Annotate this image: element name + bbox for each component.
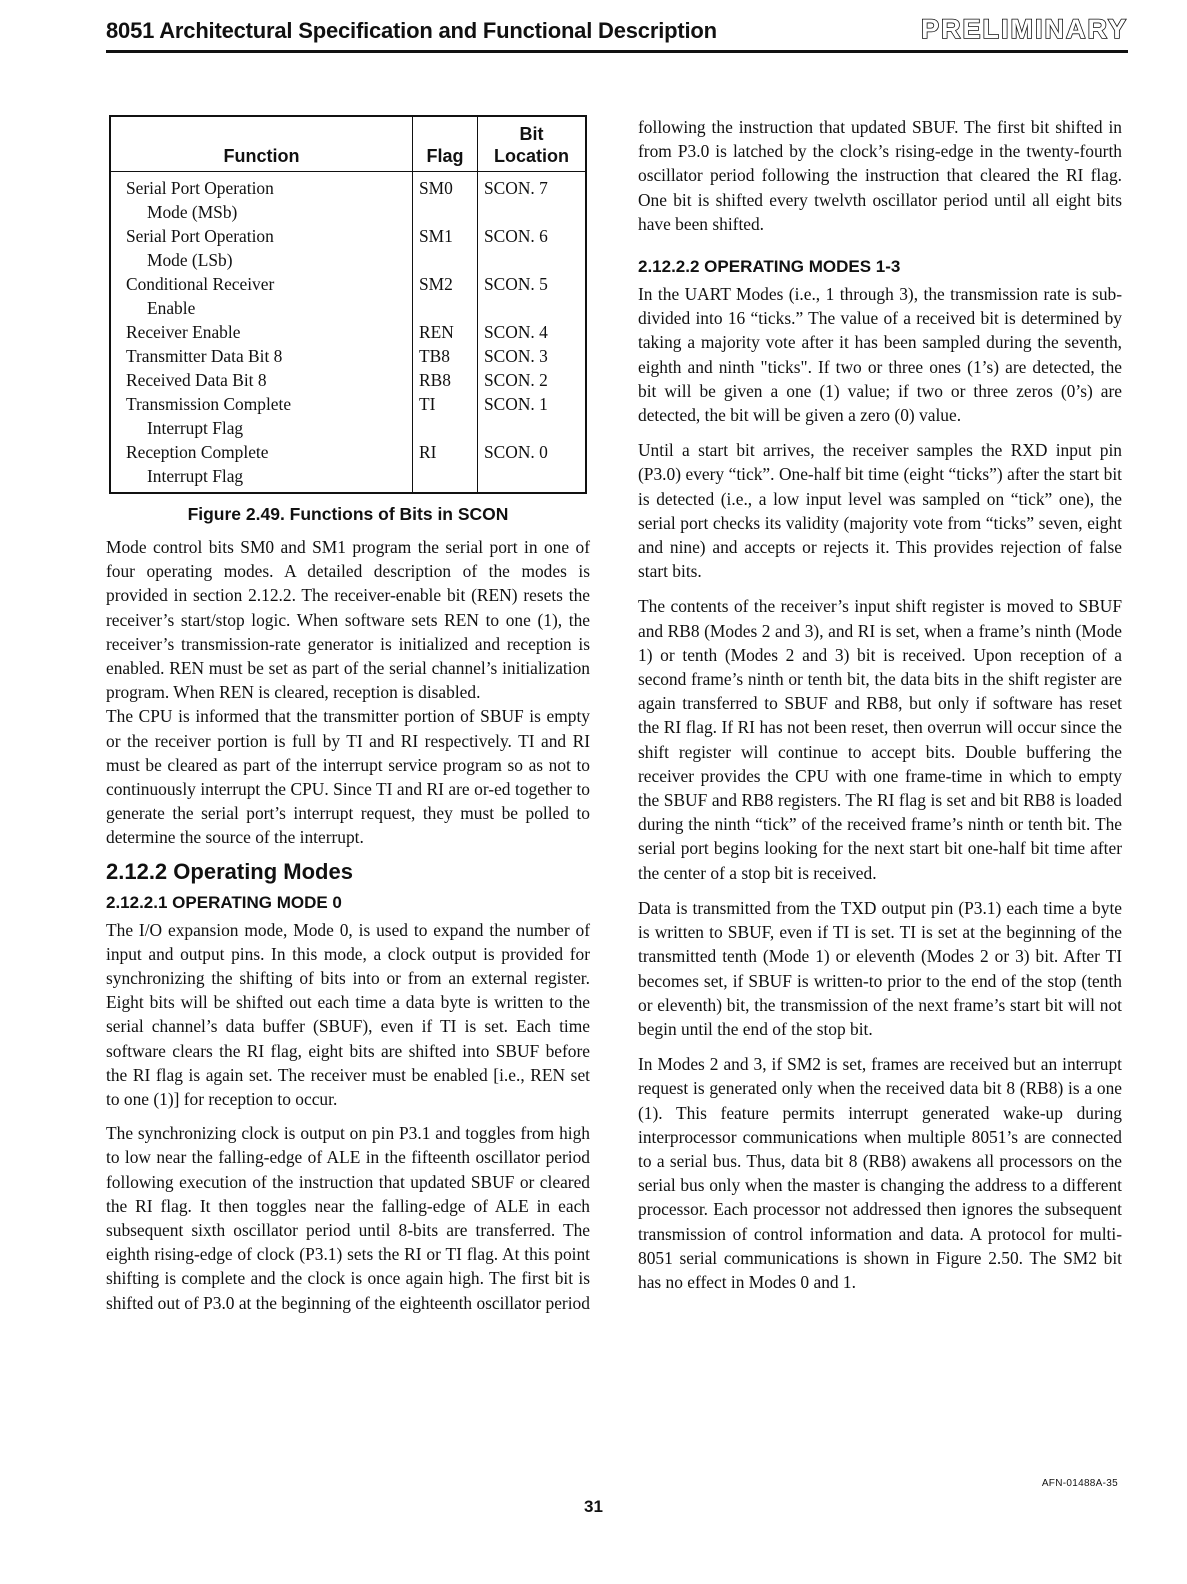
paragraph-cpu-informed: The CPU is informed that the transmitter portion of SBUF is empty or the receiver portion is full by TI and RI respectively. TI and RI must be cleared as part of the interrupt service program so as not to continuously interrupt the CPU. Since TI and RI are or-ed together to generate the serial port’s interrupt request, they must be polled to determine the source of the interrupt. [106, 706, 590, 848]
function-name-cont: Mode (MSb) [147, 202, 238, 222]
function-name: Receiver Enable [126, 322, 241, 342]
function-cell [110, 440, 413, 493]
figure-caption: Figure 2.49. Functions of Bits in SCON [187, 504, 509, 524]
table-row [110, 344, 586, 368]
preliminary-badge: PRELIMINARY [920, 14, 1128, 44]
page-number: 31 [584, 1497, 603, 1516]
bit-location-header-line2: Location [494, 146, 569, 166]
flag-cell: TI [413, 392, 478, 440]
function-name: Conditional Receiver [126, 274, 275, 294]
function-name: Reception Complete [126, 442, 269, 462]
right-column [638, 115, 1122, 1305]
flag-cell: RI [413, 440, 478, 493]
flag-cell: REN [413, 320, 478, 344]
flag-cell: SM0 [413, 172, 478, 225]
function-cell [110, 392, 413, 440]
paragraph-continued: following the instruction that updated SBUF. The first bit shifted in from P3.0 is latched by the clock’s rising-edge in the twenty-fourth oscillator period following the instruction that cleared the RI flag. One bit is shifted every twelvth oscillator period until all eight bits have been shifted. [638, 117, 1122, 234]
function-name-cont: Mode (LSb) [147, 250, 233, 270]
bit-location-cell: SCON. 4 [478, 320, 587, 344]
function-cell [110, 320, 413, 344]
function-cell [110, 344, 413, 368]
function-name: Received Data Bit 8 [126, 370, 267, 390]
bit-location-cell: SCON. 5 [478, 272, 587, 320]
function-name-cont: Interrupt Flag [147, 466, 244, 486]
function-name-cont: Enable [147, 298, 196, 318]
paragraph-shift-register: The contents of the receiver’s input shift register is moved to SBUF and RB8 (Modes 2 and 3), and RI is set, when a frame’s ninth (Mode 1) or tenth (Modes 2 and 3) bit is received. Upon reception of a second frame’s ninth or tenth bit, the data bits in the shift register are again transferred to SBUF and RB8, but only if software has reset the RI flag. If RI has not been reset, then overrun will occur since the shift register will continue to accept bits. Double buffering the receiver provides the CPU with one frame-time in which to empty the SBUF and RB8 registers. The RI flag is set and bit RB8 is loaded during the ninth “tick” of the received frame’s ninth or tenth bit. The serial port begins looking for the next start bit one-half bit time after the center of a stop bit is received. [638, 596, 1122, 883]
bit-location-cell: SCON. 2 [478, 368, 587, 392]
flag-cell: RB8 [413, 368, 478, 392]
table-row [110, 440, 586, 493]
bit-location-cell: SCON. 0 [478, 440, 587, 493]
table-row [110, 392, 586, 440]
left-column [106, 115, 590, 1315]
function-name: Transmitter Data Bit 8 [126, 346, 283, 366]
subsection-heading-mode-0: 2.12.2.1 OPERATING MODE 0 [106, 892, 342, 912]
subsection-heading-modes-1-3: 2.12.2.2 OPERATING MODES 1-3 [638, 257, 901, 277]
section-heading-operating-modes: 2.12.2 Operating Modes [106, 858, 353, 884]
function-name: Transmission Complete [126, 394, 292, 414]
bit-location-cell: SCON. 3 [478, 344, 587, 368]
bit-location-cell: SCON. 6 [478, 224, 587, 272]
table-row [110, 224, 586, 272]
bit-location-header [478, 116, 587, 172]
flag-cell: SM1 [413, 224, 478, 272]
function-cell [110, 172, 413, 225]
function-name: Serial Port Operation [126, 178, 274, 198]
document-code: AFN-01488A-35 [1041, 1478, 1118, 1489]
paragraph-mode-control: Mode control bits SM0 and SM1 program the serial port in one of four operating modes. A detailed description of the modes is provided in section 2.12.2. The receiver-enable bit (REN) resets the receiver’s start/stop logic. When software sets REN to one (1), the receiver’s transmission-rate generator is initialized and reception is enabled. REN must be set as part of the serial channel’s initialization program. When REN is cleared, reception is disabled. [106, 537, 590, 703]
table-row [110, 272, 586, 320]
table-row [110, 172, 586, 225]
function-header: Function [110, 116, 413, 172]
table-header-row [110, 116, 586, 172]
header-title: 8051 Architectural Specification and Functional Description [106, 18, 717, 43]
function-cell [110, 272, 413, 320]
bit-location-cell: SCON. 7 [478, 172, 587, 225]
paragraph-start-bit: Until a start bit arrives, the receiver samples the RXD input pin (P3.0) every “tick”. One-half bit time (eight “ticks”) after the start bit is detected (i.e., a low input level was sampled on “tick” one), the serial port checks its validity (majority vote from “ticks” seven, eight and nine) and accepts or rejects it. This provides rejection of false start bits. [638, 440, 1122, 582]
function-cell [110, 224, 413, 272]
flag-cell: TB8 [413, 344, 478, 368]
bit-location-cell: SCON. 1 [478, 392, 587, 440]
scon-bits-table [109, 115, 587, 494]
page-header [106, 14, 1128, 53]
paragraph-modes-2-3: In Modes 2 and 3, if SM2 is set, frames are received but an interrupt request is generated only when the received data bit 8 (RB8) is a one (1). This feature permits interrupt generated wake-up during interprocessor communications when multiple 8051’s are connected to a serial bus. Thus, data bit 8 (RB8) awakens all processors on the serial bus only when the master is changing the address to a different processor. Each processor not addressed then ignores the subsequent transmission of control information and data. A protocol for multi-8051 serial communications is shown in Figure 2.50. The SM2 bit has no effect in Modes 0 and 1. [638, 1054, 1122, 1292]
paragraph-uart-modes: In the UART Modes (i.e., 1 through 3), the transmission rate is sub-divided into 16 “ticks.” The value of a received bit is determined by taking a majority vote after it has been sampled during the seventh, eighth and ninth "ticks". If two or three ones (1’s) are detected, the bit will be given a one (1) value; if two or three zeros (0’s) are detected, the bit will be given a zero (0) value. [638, 284, 1122, 426]
function-name: Serial Port Operation [126, 226, 274, 246]
paragraph-transmit: Data is transmitted from the TXD output pin (P3.1) each time a byte is written to SBUF, even if TI is set. TI is set at the beginning of the transmitted tenth (Mode 1) or eleventh (Modes 2 or 3) bit. After TI becomes set, if SBUF is written-to prior to the end of the stop (tenth or eleventh) bit, the transmission of the next frame’s start bit will not begin until the end of the stop bit. [638, 897, 1122, 1039]
function-name-cont: Interrupt Flag [147, 418, 244, 438]
table-row [110, 320, 586, 344]
bit-location-header-line1: Bit [519, 124, 544, 144]
paragraph-io-expansion: The I/O expansion mode, Mode 0, is used to expand the number of input and output pins. In this mode, a clock output is provided for synchronizing the shifting of bits into or from an external register. Eight bits will be shifted out each time a data byte is written to the serial channel’s data buffer (SBUF), even if TI is set. Each time software clears the RI flag, eight bits are shifted into SBUF before the RI flag is again set. The receiver must be enabled [i.e., REN set to one (1)] for reception to occur. [106, 919, 590, 1110]
flag-header: Flag [413, 116, 478, 172]
function-cell [110, 368, 413, 392]
table-row [110, 368, 586, 392]
paragraph-sync-clock: The synchronizing clock is output on pin P3.1 and toggles from high to low near the falling-edge of ALE in the fifteenth oscillator period following execution of the instruction that updated SBUF or cleared the RI flag. It then toggles near the falling-edge of ALE in each subsequent sixth oscillator period until 8-bits are transferred. The eighth rising-edge of clock (P3.1) sets the RI or TI flag. At this point shifting is complete and the clock is once again high. The first bit is shifted out of P3.0 at the beginning of the eighteenth oscillator period [106, 1123, 590, 1313]
flag-cell: SM2 [413, 272, 478, 320]
